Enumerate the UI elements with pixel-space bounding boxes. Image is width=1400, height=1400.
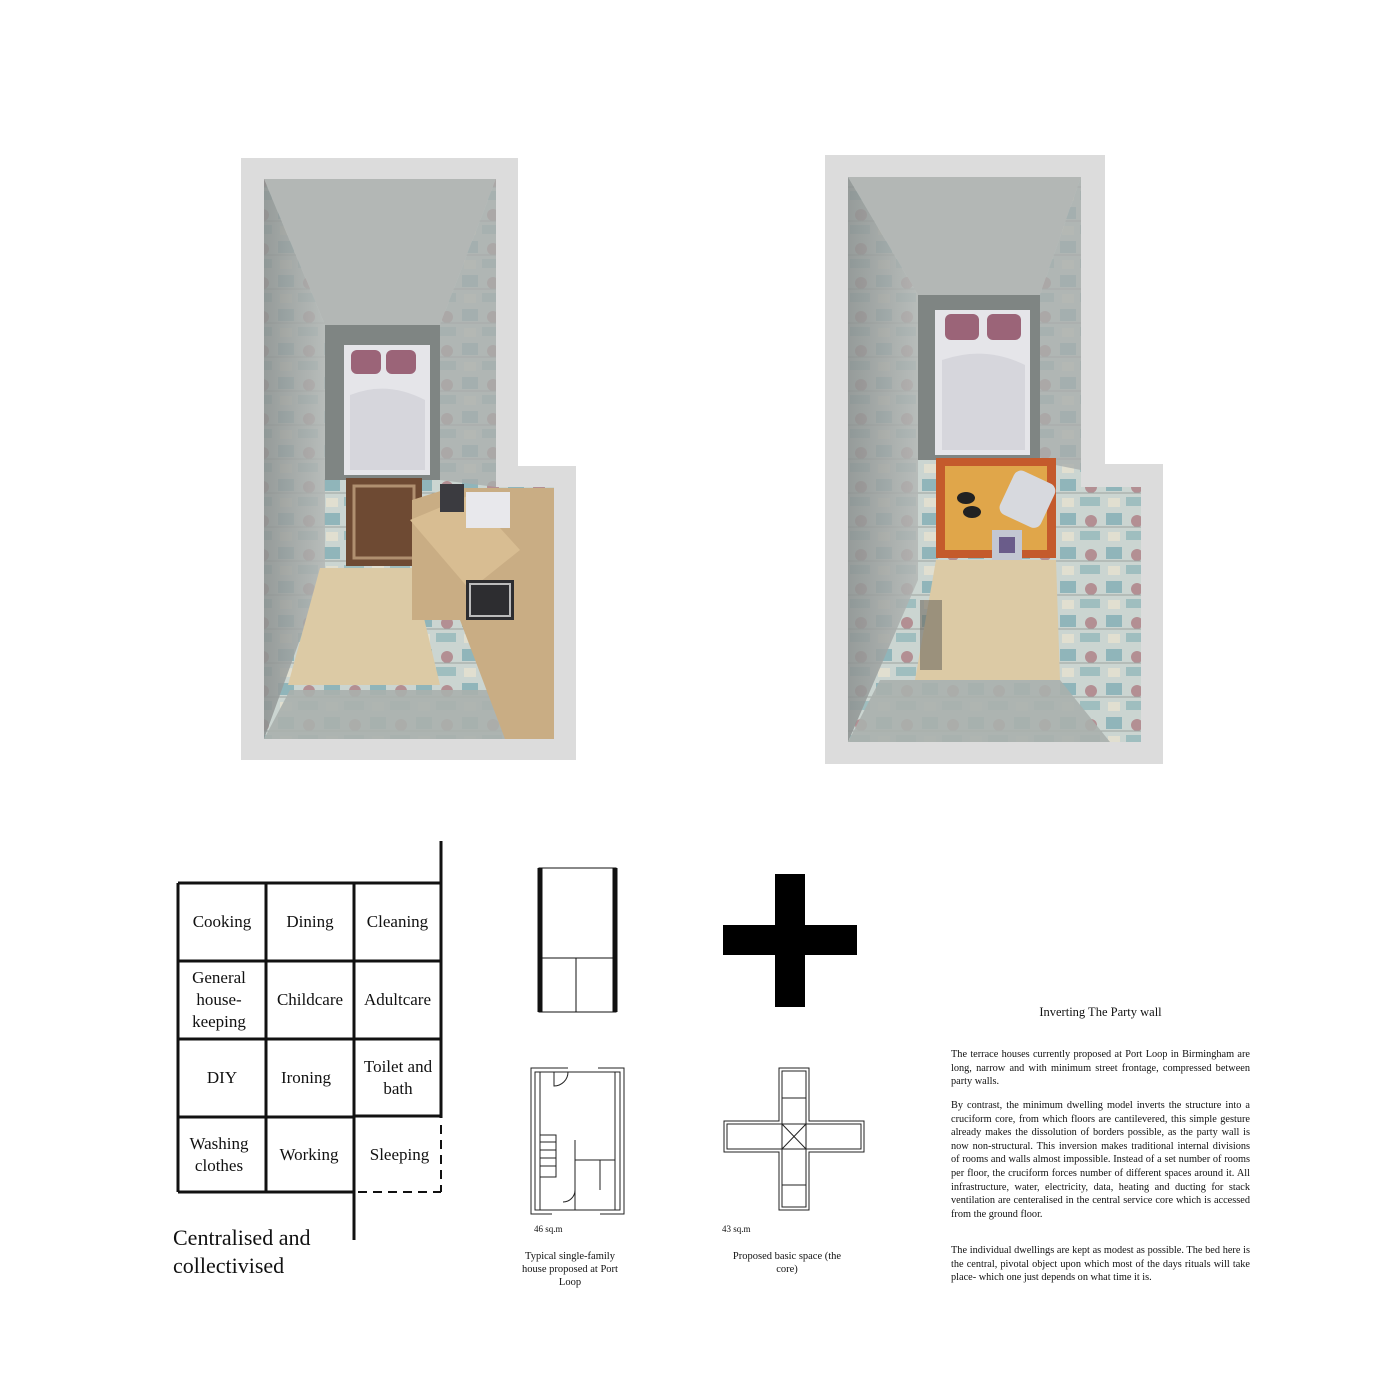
text-paragraph-3: The individual dwellings are kept as modest as possible. The bed here is the central, pivotal object upon which most of the days rituals will take place- which one just depends on what time it is. [951, 1245, 1250, 1284]
render-right [825, 155, 1163, 764]
grid-cell-washing-clothes: Washing clothes [189, 1133, 249, 1175]
grid-cell-toilet-and-bath: Toilet and bath [363, 1057, 433, 1098]
grid-cell-ironing: Ironing [280, 1068, 332, 1087]
grid-cell-general-housekeeping: General house-keeping [192, 968, 246, 1031]
grid-cell-sleeping: Sleeping [369, 1144, 430, 1164]
grid-cell-cooking: Cooking [192, 912, 252, 931]
grid-cell-adultcare: Adultcare [363, 990, 432, 1009]
core-plan-area: 43 sq.m [722, 1224, 751, 1234]
grid-caption [173, 1224, 310, 1280]
terrace-diagram [539, 868, 616, 1012]
text-paragraph-2: By contrast, the minimum dwelling model inverts the structure into a cruciform core, from which floors are cantilevered, this simple gesture already makes the dissolution of borders possible, as the party wall is now non-structural. This inversion makes traditional internal divisions of rooms and walls almost impossible. Instead of a set number of rooms per floor, the cruciform forces number of different spaces around it. All infrastructure, water, electricity, data, heating and ducting for stack ventilation are centeralised in the central service core which is accessed from the ground floor. [951, 1100, 1250, 1220]
grid-caption-line-2: collectivised [173, 1253, 285, 1278]
grid-cell-cleaning: Cleaning [366, 912, 429, 931]
grid-cell-diy: DIY [206, 1068, 238, 1087]
core-plan-caption: Proposed basic space (the core) [732, 1251, 842, 1275]
typical-house-plan [531, 1068, 624, 1214]
render-left [241, 158, 576, 760]
grid-cell-childcare: Childcare [276, 990, 344, 1009]
typical-plan-caption: Typical single-family house proposed at Port Loop [522, 1251, 618, 1288]
grid-cell-dining: Dining [286, 912, 334, 931]
diagrams [500, 860, 880, 1220]
cross-diagram [723, 874, 857, 1007]
typical-plan-area: 46 sq.m [534, 1224, 563, 1234]
grid-cell-working: Working [279, 1144, 339, 1164]
grid-caption-line-1: Centralised and [173, 1225, 311, 1250]
text-paragraph-1: The terrace houses currently proposed at Port Loop in Birmingham are long, narrow and with minimum street frontage, compressed between party walls. [951, 1049, 1250, 1088]
core-plan [724, 1068, 864, 1210]
text-title: Inverting The Party wall [1039, 1005, 1162, 1019]
